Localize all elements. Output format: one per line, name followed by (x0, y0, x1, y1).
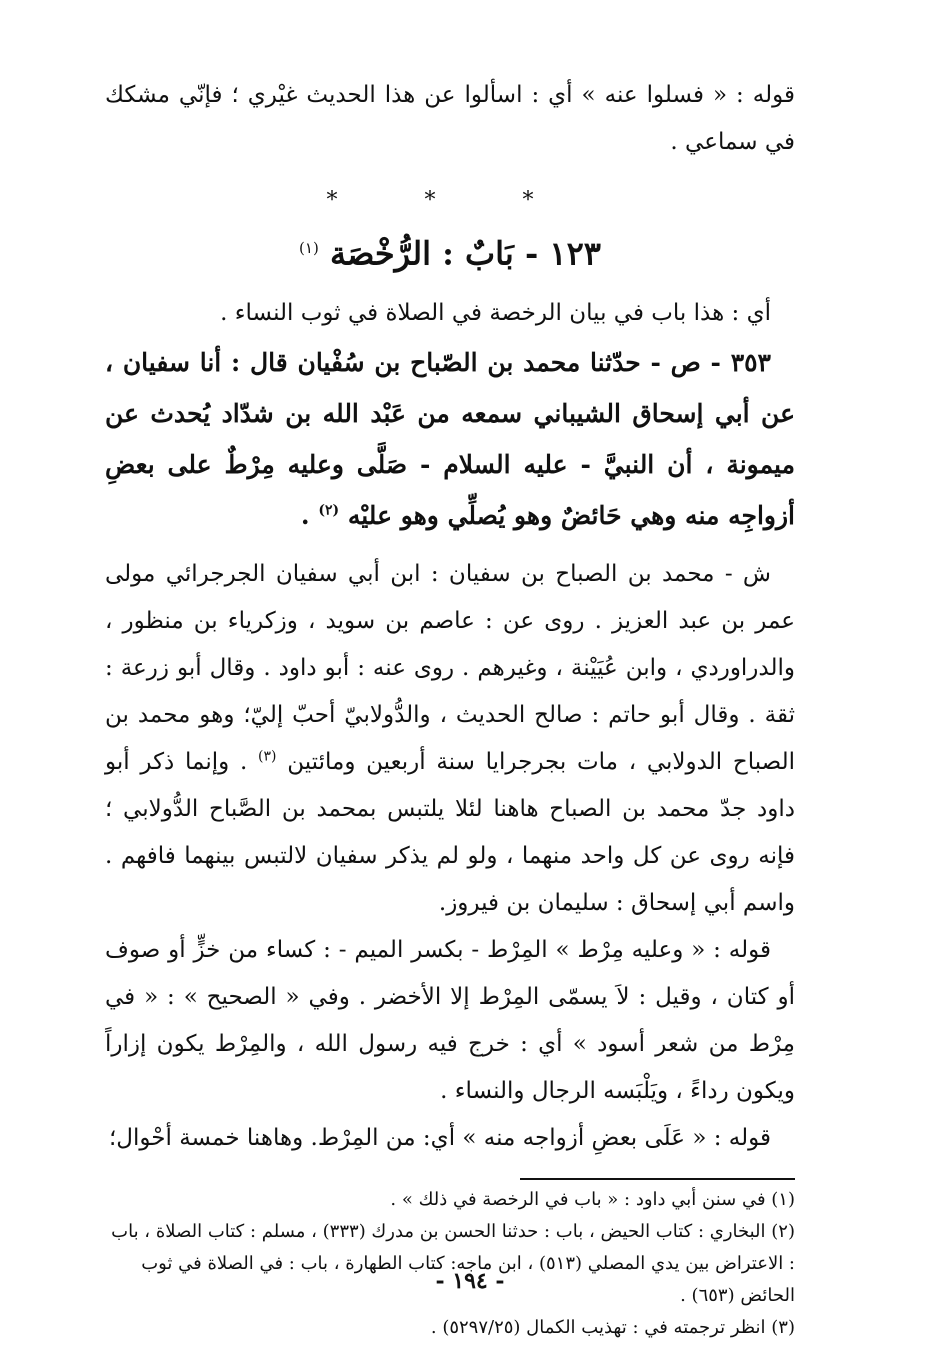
footnote-2: (٢) البخاري : كتاب الحيض ، باب : حدثنا الحسن بن مدرك (٣٣٣) ، مسلم : كتاب الصلاة ، باب : الاعتراض بين يدي المصلي (٥١٣) ، ابن ماجه: كتاب الطهارة ، باب : في الصلاة في ثوب الحائض (٦٥٣) . (111, 1220, 795, 1306)
page-number: - ١٩٤ - (435, 1268, 505, 1294)
commentary-footnote-ref[interactable]: (٣) (258, 748, 277, 764)
commentary-p1-b: . وإنما ذكر أبو داود جدّ محمد بن الصباح هاهنا لئلا يلتبس بمحمد بن الصَّباح الدُّولابي ؛ فإنه روى عن كل واحد منهما ، ولو لم يذكر سفيان لالتبس بينهما فافهم . واسم أبي إسحاق : سليمان بن فيروز. (105, 748, 795, 916)
section-separator: * * * (326, 188, 574, 213)
hadith-body: ٣٥٣ - ص - حدّثنا محمد بن الصّباح بن سُفْيان قال : أنا سفيان ، عن أبي إسحاق الشيباني سمعه من عَبْد الله بن شدّاد يُحدث عن ميمونة ، أن النبيَّ - عليه السلام - صَلَّى وعليه مِرْطٌ على بعضِ أزواجِه منه وهي حَائضٌ وهو يُصلِّي وهو عليْه (105, 347, 795, 530)
commentary-paragraph-1 (105, 551, 795, 927)
chapter-title: ١٢٣ - بَابٌ : الرُّخْصَة (329, 234, 601, 273)
footnote-3: (٣) انظر ترجمته في : تهذيب الكمال (٥٢٩٧/٢٥) . (430, 1316, 795, 1338)
chapter-heading (105, 218, 795, 284)
commentary-paragraph-3: قوله : « عَلَى بعضِ أزواجه منه » أي: من المِرْط. وهاهنا خمسة أحْوال؛ (109, 1124, 771, 1151)
hadith-text (105, 337, 795, 541)
chapter-footnote-ref[interactable]: (١) (299, 239, 319, 257)
footnote-1: (١) في سنن أبي داود : « باب في الرخصة في ذلك » . (390, 1188, 795, 1210)
commentary-paragraph-2: قوله : « وعليه مِرْط » المِرْط - بكسر الميم - : كساء من خزٍّ أو صوف أو كتان ، وقيل : لاَ يسمّى المِرْط إلا الأخضر . وفي « الصحيح » : « في مِرْط من شعر أسود » أي : خرج فيه رسول الله ، والمِرْط يكون إزاراً ويكون رداءً ، ويَلْبَسه الرجال والنساء . (105, 936, 795, 1104)
page-body (105, 72, 795, 1344)
commentary-p1-a: ش - محمد بن الصباح بن سفيان : ابن أبي سفيان الجرجرائي مولى عمر بن عبد العزيز . روى عن : عاصم بن سويد ، وزكرياء بن منظور ، والدراوردي ، وابن عُيَيْنة ، وغيرهم . روى عنه : أبو داود . وقال أبو زرعة : ثقة . وقال أبو حاتم : صالح الحديث ، والدُّولابيّ أحبّ إليّ؛ وهو محمد بن الصباح الدولابي ، مات بجرجرايا سنة أربعين ومائتين (105, 560, 795, 775)
footnote-divider (520, 1178, 795, 1180)
intro-paragraph: قوله : « فسلوا عنه » أي : اسألوا عن هذا الحديث غيْري ؛ فإنّي مشكك في سماعي . (105, 82, 795, 155)
hadith-footnote-ref[interactable]: (٢) (318, 502, 340, 519)
chapter-explanation: أي : هذا باب في بيان الرخصة في الصلاة في ثوب النساء . (220, 299, 771, 326)
hadith-end: . (300, 500, 310, 530)
footnotes (105, 1184, 795, 1344)
